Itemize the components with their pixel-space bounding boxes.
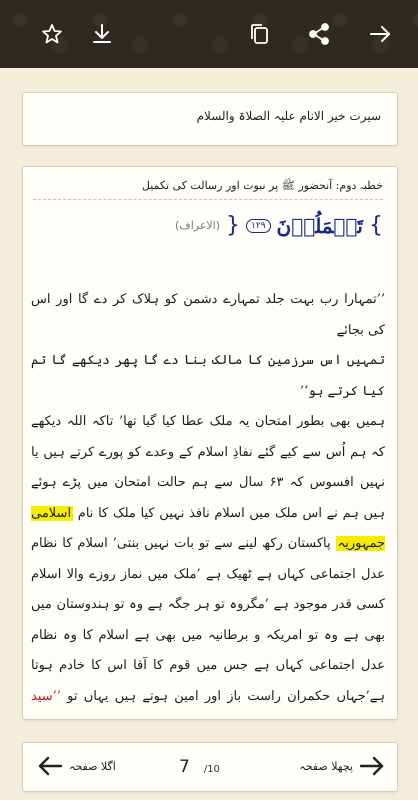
total-pages: /10 [203, 764, 220, 775]
current-page: 7 [179, 757, 190, 777]
download-icon[interactable] [86, 18, 118, 50]
body-p2-end [31, 719, 385, 720]
arrow-right-icon [359, 755, 385, 777]
star-outline-icon[interactable] [36, 18, 68, 50]
copy-icon[interactable] [243, 18, 275, 50]
next-page-button[interactable] [37, 755, 116, 777]
previous-page-button[interactable] [299, 755, 385, 777]
body-p2-before: ہمیں بھی بطور امتحان یہ ملک عطا کیا گیا تھا’ تاکہ اللہ دیکھے کہ ہم اُس سے کیے گئے نفاذِ اسلام کے وعدے کو پورے کرتے ہیں یا نہیں افسوس کہ ۶۳ سال سے ہم حالت امتحان میں پڑے ہوئے ہیں ہم نے اس ملک میں اسلام نافذ نہیں کیا ملک کا نام [31, 414, 386, 521]
body-p1-line1: ’’تمہارا رب بہت جلد تمہارے دشمن کو ہلاک کر دے گا اور اس کی بجائے [31, 292, 385, 338]
share-icon[interactable] [303, 18, 335, 50]
next-page-label: اگلا صفحہ [69, 759, 116, 773]
verse-brace-open: } [369, 213, 383, 238]
verse-arabic: تَعۡمَلُوۡنَ [276, 213, 363, 238]
red-text: ’’سید [31, 688, 61, 704]
quran-verse [175, 213, 383, 238]
page-indicator [179, 757, 220, 777]
body-p1-line2: تمہیں اس سرزمین کا مالک بنا دے گا پھر دیکھے گا تم کیا کرتے ہو‘‘ [31, 353, 385, 399]
previous-page-label: پچھلا صفحہ [299, 759, 353, 773]
body-text [31, 285, 385, 720]
top-toolbar [0, 0, 418, 68]
pagination-bar [22, 742, 398, 792]
chapter-title: سیرت خیر الانام علیہ الصلاۃ والسلام [196, 109, 381, 123]
arrow-left-icon [37, 755, 63, 777]
body-p2-after: پاکستان رکھ لینے سے تو بات نہیں بنتی’ اسلام کا نظام عدل اجتماعی کہاں ہے ٹھیک ہے ’ملک میں نماز روزے والا اسلام کسی قدر موجود ہے ’مگروہ تو ہر جگہ ہے وہ تو ہندوستان میں بھی ہے وہ تو امریکہ و برطانیہ میں بھی ہے اسلام کا وہ نظام عدل اجتماعی کہاں ہے جس میں قوم کا آقا اس کا خادم ہوتا ہے’جہاں حکمران راست باز اور امین ہوتے ہیں یہاں تو [31, 536, 385, 704]
verse-brace-close: { [226, 213, 241, 238]
content-card [22, 166, 398, 720]
verse-number: ١٢٩ [246, 219, 271, 233]
sermon-title: خطبہ دوم: آنحضور ﷺ پر نبوت اور رسالت کی تکمیل [33, 179, 383, 200]
chapter-title-card [22, 92, 398, 146]
verse-surah: (الاعراف) [175, 219, 221, 232]
highlighted-text: اسلامی جمہوریہ [31, 505, 385, 551]
arrow-right-icon[interactable] [364, 18, 396, 50]
